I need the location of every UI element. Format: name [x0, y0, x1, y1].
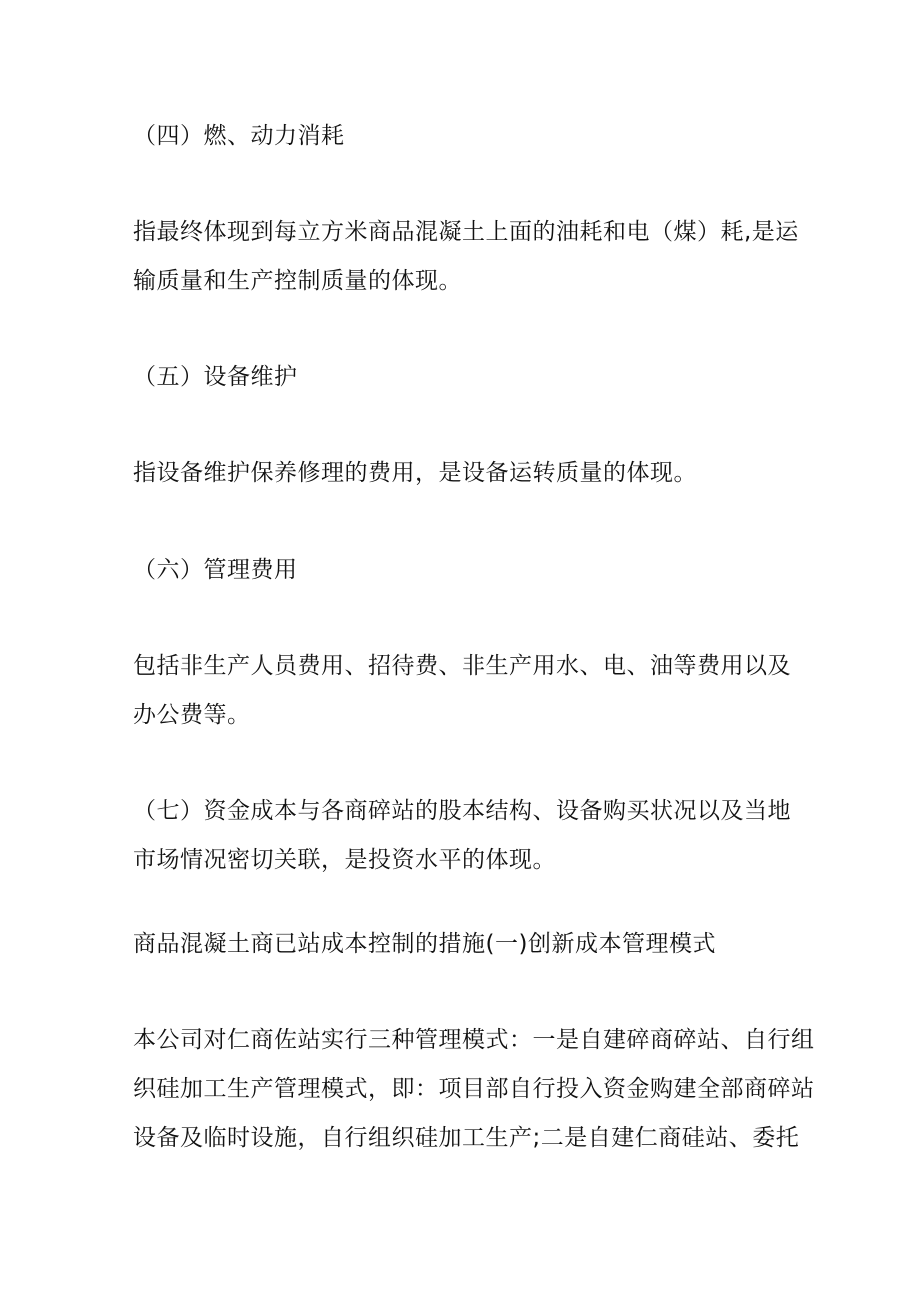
- paragraph-fuel-power-line-2: 输质量和生产控制质量的体现。: [133, 268, 462, 294]
- paragraph-equipment-maintenance: 指设备维护保养修理的费用，是设备运转质量的体现。: [133, 460, 697, 486]
- section-heading-fuel-power: （四）燃、动力消耗: [133, 123, 345, 149]
- paragraph-capital-cost-line-1: （七）资金成本与各商碎站的股本结构、设备购买状况以及当地: [133, 798, 791, 824]
- paragraph-management-modes-line-1: 本公司对仁商佐站实行三种管理模式：一是自建碎商碎站、自行组: [133, 1027, 815, 1053]
- paragraph-management-costs-line-1: 包括非生产人员费用、招待费、非生产用水、电、油等费用以及: [133, 653, 791, 679]
- section-heading-cost-control-measures: 商品混凝土商已站成本控制的措施(一)创新成本管理模式: [133, 931, 716, 957]
- paragraph-capital-cost-line-2: 市场情况密切关联，是投资水平的体现。: [133, 847, 556, 873]
- section-heading-equipment-maintenance: （五）设备维护: [133, 364, 298, 390]
- paragraph-management-costs-line-2: 办公费等。: [133, 702, 251, 728]
- paragraph-management-modes-line-2: 织硅加工生产管理模式，即：项目部自行投入资金购建全部商碎站: [133, 1076, 815, 1102]
- paragraph-fuel-power-line-1: 指最终体现到每立方米商品混凝土上面的油耗和电（煤）耗,是运: [133, 219, 799, 245]
- paragraph-management-modes-line-3: 设备及临时设施，自行组织硅加工生产;二是自建仁商硅站、委托: [133, 1125, 800, 1151]
- section-heading-management-costs: （六）管理费用: [133, 557, 298, 583]
